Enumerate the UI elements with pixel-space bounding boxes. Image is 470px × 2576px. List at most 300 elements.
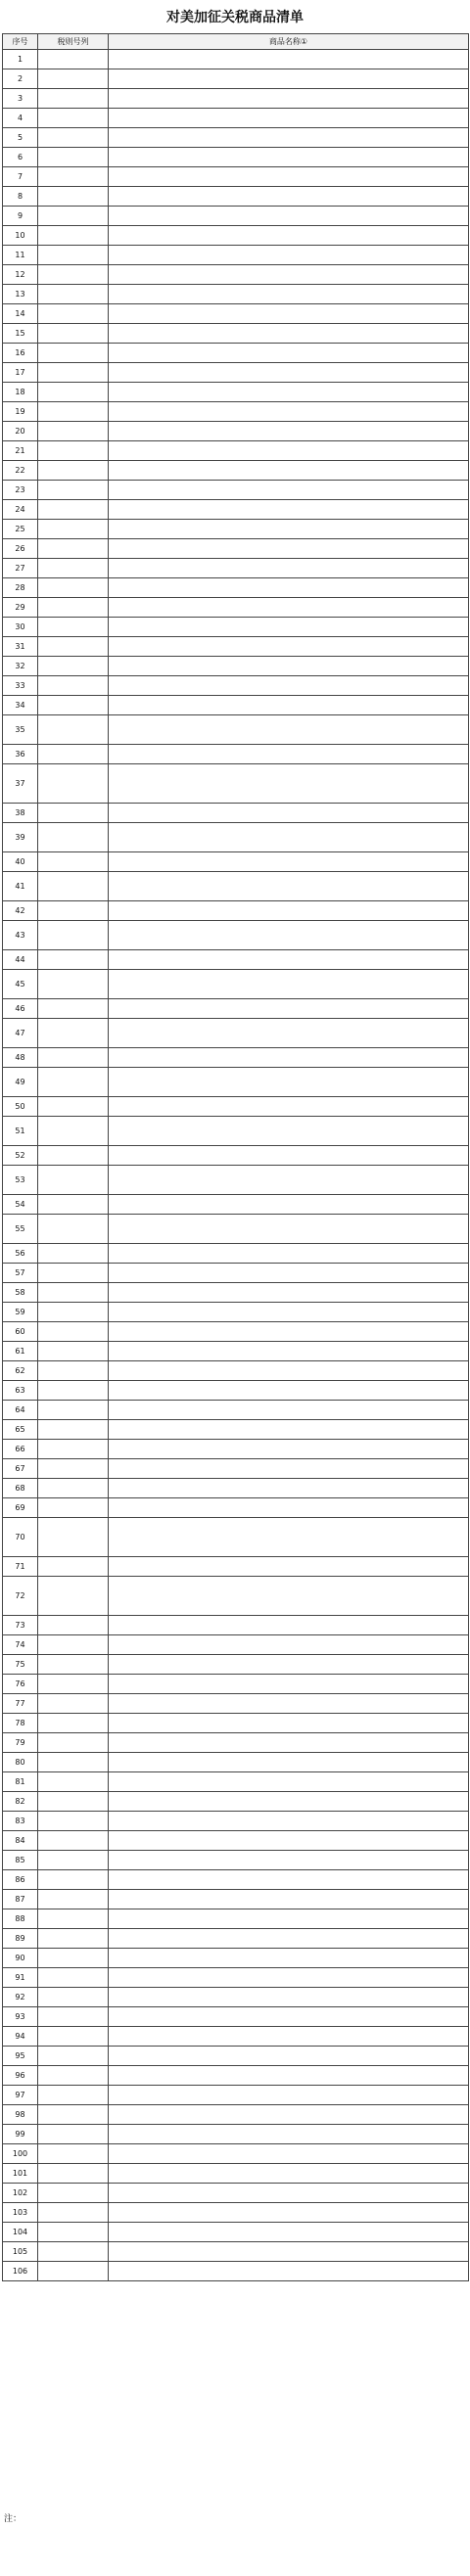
product-name <box>109 2242 469 2262</box>
table-row <box>3 324 469 344</box>
table-row <box>3 1772 469 1792</box>
tariff-code <box>38 50 109 69</box>
table-row <box>3 578 469 598</box>
row-number: 5 <box>3 128 38 148</box>
table-row <box>3 246 469 265</box>
table-row <box>3 226 469 246</box>
tariff-code <box>38 128 109 148</box>
product-name <box>109 1401 469 1420</box>
tariff-code <box>38 187 109 207</box>
product-name <box>109 324 469 344</box>
product-name <box>109 1195 469 1215</box>
tariff-table <box>2 33 469 2281</box>
table-row <box>3 2027 469 2047</box>
tariff-code <box>38 872 109 901</box>
product-name <box>109 1870 469 1890</box>
product-name <box>109 559 469 578</box>
product-name <box>109 50 469 69</box>
tariff-code <box>38 422 109 441</box>
table-row <box>3 2105 469 2125</box>
row-number: 8 <box>3 187 38 207</box>
product-name <box>109 1929 469 1949</box>
table-row <box>3 1166 469 1195</box>
product-name <box>109 1714 469 1733</box>
table-row <box>3 1675 469 1694</box>
tariff-code <box>38 167 109 187</box>
tariff-code <box>38 265 109 285</box>
table-row <box>3 637 469 657</box>
tariff-code <box>38 921 109 950</box>
product-name <box>109 461 469 481</box>
product-name <box>109 187 469 207</box>
table-row <box>3 1215 469 1244</box>
tariff-code <box>38 1949 109 1968</box>
row-number: 71 <box>3 1557 38 1577</box>
row-number: 15 <box>3 324 38 344</box>
tariff-code <box>38 2105 109 2125</box>
table-row <box>3 187 469 207</box>
table-body <box>3 50 469 2281</box>
product-name <box>109 1988 469 2007</box>
tariff-code <box>38 1048 109 1068</box>
row-number: 12 <box>3 265 38 285</box>
row-number: 68 <box>3 1479 38 1498</box>
product-name <box>109 1283 469 1303</box>
row-number: 46 <box>3 999 38 1019</box>
tariff-code <box>38 1440 109 1459</box>
tariff-code <box>38 304 109 324</box>
product-name <box>109 1635 469 1655</box>
table-row <box>3 715 469 745</box>
product-name <box>109 422 469 441</box>
product-name <box>109 2066 469 2086</box>
row-number: 7 <box>3 167 38 187</box>
table-row <box>3 823 469 852</box>
tariff-code <box>38 764 109 804</box>
product-name <box>109 598 469 618</box>
product-name <box>109 1117 469 1146</box>
row-number: 57 <box>3 1264 38 1283</box>
product-name <box>109 1097 469 1117</box>
table-row <box>3 559 469 578</box>
row-number: 30 <box>3 618 38 637</box>
tariff-code <box>38 383 109 402</box>
table-row <box>3 1655 469 1675</box>
table-row <box>3 2164 469 2184</box>
tariff-code <box>38 637 109 657</box>
row-number: 18 <box>3 383 38 402</box>
table-row <box>3 441 469 461</box>
row-number: 2 <box>3 69 38 89</box>
table-row <box>3 921 469 950</box>
product-name <box>109 1557 469 1577</box>
table-row <box>3 1733 469 1753</box>
table-row <box>3 1635 469 1655</box>
table-row <box>3 1381 469 1401</box>
table-row <box>3 1117 469 1146</box>
tariff-code <box>38 1244 109 1264</box>
table-row <box>3 500 469 520</box>
tariff-code <box>38 1097 109 1117</box>
table-row <box>3 1342 469 1361</box>
row-number: 88 <box>3 1909 38 1929</box>
tariff-code <box>38 1166 109 1195</box>
product-name <box>109 1890 469 1909</box>
row-number: 21 <box>3 441 38 461</box>
row-number: 70 <box>3 1518 38 1557</box>
row-number: 48 <box>3 1048 38 1068</box>
product-name <box>109 1675 469 1694</box>
row-number: 54 <box>3 1195 38 1215</box>
row-number: 43 <box>3 921 38 950</box>
table-row <box>3 285 469 304</box>
notes-heading: 注： <box>4 2514 23 2524</box>
table-row <box>3 1851 469 1870</box>
product-name <box>109 1831 469 1851</box>
row-number: 53 <box>3 1166 38 1195</box>
table-row <box>3 598 469 618</box>
product-name <box>109 745 469 764</box>
table-row <box>3 696 469 715</box>
product-name <box>109 2086 469 2105</box>
product-name <box>109 2203 469 2223</box>
row-number: 74 <box>3 1635 38 1655</box>
product-name <box>109 578 469 598</box>
table-row <box>3 1440 469 1459</box>
tariff-code <box>38 1635 109 1655</box>
product-name <box>109 539 469 559</box>
tariff-code <box>38 823 109 852</box>
tariff-code <box>38 1146 109 1166</box>
product-name <box>109 344 469 363</box>
tariff-code <box>38 520 109 539</box>
table-row <box>3 745 469 764</box>
product-name <box>109 1655 469 1675</box>
row-number: 40 <box>3 852 38 872</box>
row-number: 51 <box>3 1117 38 1146</box>
tariff-code <box>38 1117 109 1146</box>
row-number: 86 <box>3 1870 38 1890</box>
product-name <box>109 1420 469 1440</box>
row-number: 96 <box>3 2066 38 2086</box>
tariff-code <box>38 578 109 598</box>
tariff-code <box>38 1753 109 1772</box>
product-name <box>109 304 469 324</box>
product-name <box>109 970 469 999</box>
table-row <box>3 1929 469 1949</box>
table-row <box>3 422 469 441</box>
row-number: 56 <box>3 1244 38 1264</box>
product-name <box>109 804 469 823</box>
tariff-code <box>38 1675 109 1694</box>
table-row <box>3 1812 469 1831</box>
tariff-code <box>38 1342 109 1361</box>
table-row <box>3 1518 469 1557</box>
tariff-code <box>38 1988 109 2007</box>
tariff-code <box>38 1557 109 1577</box>
product-name <box>109 1215 469 1244</box>
product-name <box>109 1792 469 1812</box>
row-number: 67 <box>3 1459 38 1479</box>
tariff-code <box>38 950 109 970</box>
row-number: 28 <box>3 578 38 598</box>
product-name <box>109 89 469 109</box>
table-row <box>3 1870 469 1890</box>
row-number: 6 <box>3 148 38 167</box>
row-number: 65 <box>3 1420 38 1440</box>
tariff-code <box>38 148 109 167</box>
product-name <box>109 1851 469 1870</box>
tariff-code <box>38 2066 109 2086</box>
tariff-code <box>38 402 109 422</box>
product-name <box>109 637 469 657</box>
row-number: 33 <box>3 676 38 696</box>
product-name <box>109 520 469 539</box>
row-number: 103 <box>3 2203 38 2223</box>
table-row <box>3 1068 469 1097</box>
product-name <box>109 1616 469 1635</box>
table-row <box>3 1753 469 1772</box>
row-number: 19 <box>3 402 38 422</box>
product-name <box>109 1753 469 1772</box>
product-name <box>109 226 469 246</box>
product-name <box>109 207 469 226</box>
table-row <box>3 1616 469 1635</box>
row-number: 25 <box>3 520 38 539</box>
table-row <box>3 383 469 402</box>
tariff-code <box>38 246 109 265</box>
row-number: 83 <box>3 1812 38 1831</box>
table-row <box>3 2007 469 2027</box>
header-no: 序号 <box>3 34 38 50</box>
row-number: 82 <box>3 1792 38 1812</box>
row-number: 102 <box>3 2184 38 2203</box>
row-number: 50 <box>3 1097 38 1117</box>
row-number: 84 <box>3 1831 38 1851</box>
tariff-code <box>38 1831 109 1851</box>
tariff-code <box>38 1909 109 1929</box>
product-name <box>109 402 469 422</box>
row-number: 85 <box>3 1851 38 1870</box>
row-number: 95 <box>3 2047 38 2066</box>
product-name <box>109 1479 469 1498</box>
row-number: 66 <box>3 1440 38 1459</box>
tariff-code <box>38 539 109 559</box>
product-name <box>109 109 469 128</box>
tariff-code <box>38 2027 109 2047</box>
table-row <box>3 618 469 637</box>
tariff-code <box>38 500 109 520</box>
table-row <box>3 872 469 901</box>
product-name <box>109 2007 469 2027</box>
tariff-code <box>38 1851 109 1870</box>
tariff-code <box>38 1283 109 1303</box>
product-name <box>109 2164 469 2184</box>
product-name <box>109 618 469 637</box>
tariff-code <box>38 285 109 304</box>
row-number: 94 <box>3 2027 38 2047</box>
tariff-code <box>38 2144 109 2164</box>
product-name <box>109 285 469 304</box>
table-row <box>3 1048 469 1068</box>
tariff-code <box>38 2086 109 2105</box>
row-number: 64 <box>3 1401 38 1420</box>
row-number: 104 <box>3 2223 38 2242</box>
table-row <box>3 999 469 1019</box>
table-row <box>3 2144 469 2164</box>
table-row <box>3 1361 469 1381</box>
table-header-row <box>3 34 469 50</box>
row-number: 101 <box>3 2164 38 2184</box>
product-name <box>109 2027 469 2047</box>
product-name <box>109 715 469 745</box>
tariff-code <box>38 901 109 921</box>
row-number: 91 <box>3 1968 38 1988</box>
tariff-code <box>38 1322 109 1342</box>
table-row <box>3 402 469 422</box>
table-row <box>3 50 469 69</box>
table-row <box>3 304 469 324</box>
product-name <box>109 1244 469 1264</box>
table-row <box>3 2242 469 2262</box>
product-name <box>109 1968 469 1988</box>
row-number: 27 <box>3 559 38 578</box>
product-name <box>109 921 469 950</box>
row-number: 49 <box>3 1068 38 1097</box>
tariff-code <box>38 109 109 128</box>
row-number: 23 <box>3 481 38 500</box>
tariff-code <box>38 89 109 109</box>
tariff-code <box>38 1518 109 1557</box>
row-number: 20 <box>3 422 38 441</box>
tariff-code <box>38 226 109 246</box>
product-name <box>109 1459 469 1479</box>
tariff-code <box>38 598 109 618</box>
table-row <box>3 1322 469 1342</box>
table-row <box>3 539 469 559</box>
row-number: 39 <box>3 823 38 852</box>
table-row <box>3 461 469 481</box>
row-number: 1 <box>3 50 38 69</box>
row-number: 4 <box>3 109 38 128</box>
row-number: 9 <box>3 207 38 226</box>
product-name <box>109 696 469 715</box>
product-name <box>109 1361 469 1381</box>
table-row <box>3 265 469 285</box>
tariff-code <box>38 1870 109 1890</box>
row-number: 52 <box>3 1146 38 1166</box>
tariff-code <box>38 1733 109 1753</box>
table-row <box>3 89 469 109</box>
row-number: 45 <box>3 970 38 999</box>
table-row <box>3 1195 469 1215</box>
table-row <box>3 901 469 921</box>
product-name <box>109 1381 469 1401</box>
tariff-code <box>38 1714 109 1733</box>
tariff-code <box>38 1401 109 1420</box>
table-row <box>3 764 469 804</box>
tariff-code <box>38 999 109 1019</box>
tariff-code <box>38 1812 109 1831</box>
product-name <box>109 1440 469 1459</box>
table-row <box>3 344 469 363</box>
tariff-code <box>38 715 109 745</box>
table-row <box>3 2184 469 2203</box>
product-name <box>109 1518 469 1557</box>
tariff-code <box>38 1890 109 1909</box>
tariff-code <box>38 804 109 823</box>
row-number: 81 <box>3 1772 38 1792</box>
table-row <box>3 1714 469 1733</box>
row-number: 3 <box>3 89 38 109</box>
row-number: 76 <box>3 1675 38 1694</box>
tariff-code <box>38 1772 109 1792</box>
product-name <box>109 1342 469 1361</box>
table-row <box>3 109 469 128</box>
product-name <box>109 1733 469 1753</box>
row-number: 31 <box>3 637 38 657</box>
row-number: 13 <box>3 285 38 304</box>
table-row <box>3 1479 469 1498</box>
tariff-code <box>38 1655 109 1675</box>
row-number: 11 <box>3 246 38 265</box>
row-number: 79 <box>3 1733 38 1753</box>
table-row <box>3 1283 469 1303</box>
row-number: 24 <box>3 500 38 520</box>
product-name <box>109 2105 469 2125</box>
product-name <box>109 1303 469 1322</box>
row-number: 17 <box>3 363 38 383</box>
product-name <box>109 1694 469 1714</box>
product-name <box>109 167 469 187</box>
row-number: 77 <box>3 1694 38 1714</box>
tariff-code <box>38 1019 109 1048</box>
table-row <box>3 970 469 999</box>
footnotes <box>4 2513 466 2526</box>
product-name <box>109 1498 469 1518</box>
row-number: 78 <box>3 1714 38 1733</box>
product-name <box>109 1068 469 1097</box>
table-row <box>3 1890 469 1909</box>
product-name <box>109 2047 469 2066</box>
product-name <box>109 500 469 520</box>
row-number: 97 <box>3 2086 38 2105</box>
tariff-code <box>38 2242 109 2262</box>
product-name <box>109 2125 469 2144</box>
table-row <box>3 1498 469 1518</box>
row-number: 72 <box>3 1577 38 1616</box>
tariff-code <box>38 852 109 872</box>
table-row <box>3 2203 469 2223</box>
table-row <box>3 1146 469 1166</box>
product-name <box>109 363 469 383</box>
row-number: 34 <box>3 696 38 715</box>
row-number: 41 <box>3 872 38 901</box>
tariff-code <box>38 324 109 344</box>
tariff-code <box>38 970 109 999</box>
tariff-code <box>38 657 109 676</box>
product-name <box>109 1322 469 1342</box>
table-row <box>3 1988 469 2007</box>
tariff-code <box>38 745 109 764</box>
table-row <box>3 363 469 383</box>
product-name <box>109 999 469 1019</box>
row-number: 26 <box>3 539 38 559</box>
row-number: 29 <box>3 598 38 618</box>
table-row <box>3 804 469 823</box>
row-number: 44 <box>3 950 38 970</box>
tariff-code <box>38 2164 109 2184</box>
